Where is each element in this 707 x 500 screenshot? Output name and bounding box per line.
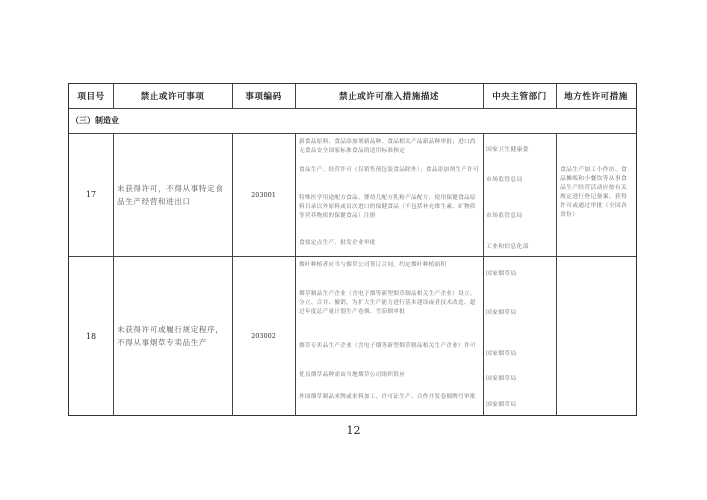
department: 国家烟草局	[486, 402, 517, 408]
header-item: 禁止或许可事项	[140, 92, 205, 102]
department: 国家烟草局	[486, 310, 517, 316]
department: 国家卫生健康委	[486, 147, 529, 153]
row-item	[113, 256, 232, 416]
measure-description: 烟叶种植者应当与烟草公司签订合同，约定烟叶种植面积	[299, 262, 447, 268]
header-description: 禁止或许可准入措施描述	[338, 92, 440, 102]
section-title: （三）制造业	[71, 115, 119, 125]
regulation-table	[68, 83, 637, 416]
department: 工业和信息化部	[486, 244, 529, 250]
header-item-number: 项目号	[77, 92, 105, 102]
department: 市场监管总局	[486, 177, 523, 183]
row-item	[113, 133, 232, 256]
measure-description: 新食品原料、食品添加剂新品种、食品相关产品新品种审批；进口尚无食品安全国家标准食品的适用标准指定	[299, 139, 476, 154]
header-department: 中央主管部门	[492, 92, 547, 102]
department: 市场监管总局	[486, 213, 523, 219]
row-code: 203001	[251, 190, 276, 199]
col-divider	[556, 133, 557, 416]
row-item-text: 未获得许可，不得从事特定食品生产经营和进出口	[117, 183, 224, 206]
row-number: 18	[85, 331, 97, 341]
col-divider	[483, 133, 484, 416]
measure-description: 食品生产、经营许可（仅销售预包装食品除外）；食品添加剂生产许可	[299, 167, 479, 173]
page-number: 12	[346, 424, 361, 437]
measure-description: 特殊医学用途配方食品、婴幼儿配方乳粉产品配方、使用保健食品原料目录以外原料或首次进口的保健食品（不包括补充维生素、矿物质等营养物质的保健食品）注册	[299, 195, 476, 219]
measure-description: 烟草专卖品生产企业（含电子烟等新型烟草制品相关生产企业）许可	[299, 343, 476, 349]
department: 国家烟草局	[486, 376, 517, 382]
measure-description: 优良烟草品种需由当地烟草公司组织供应	[299, 372, 406, 378]
row-item-text: 未获得许可或履行规定程序，不得从事烟草专卖品生产	[117, 325, 224, 347]
measure-description: 烟草制品生产企业（含电子烟等新型烟草制品相关生产企业）设立、分立、合并、撤销，为扩大生产能力进行基本建设或者技术改造、超过年度总产量计划生产卷烟、雪茄烟审批	[299, 291, 476, 315]
department: 国家烟草局	[486, 271, 517, 277]
measure-description: 外国烟草制品来牌或来料加工、许可证生产、合作开发卷烟牌号审批	[299, 394, 476, 400]
measure-description: 食盐定点生产、批发企业审批	[299, 240, 376, 246]
local-measure: 食品生产加工小作坊、食品摊贩和小餐饮等从事食品生产经营活动应按有关规定进行登记备案、获得许可或通过审批（全国各省份）	[560, 167, 628, 218]
department: 国家烟草局	[486, 351, 517, 357]
col-divider	[295, 133, 296, 416]
header-code: 事项编码	[245, 92, 282, 102]
header-local-measure: 地方性许可措施	[564, 92, 628, 102]
row-number: 17	[85, 190, 97, 199]
row-code: 203002	[251, 332, 276, 340]
